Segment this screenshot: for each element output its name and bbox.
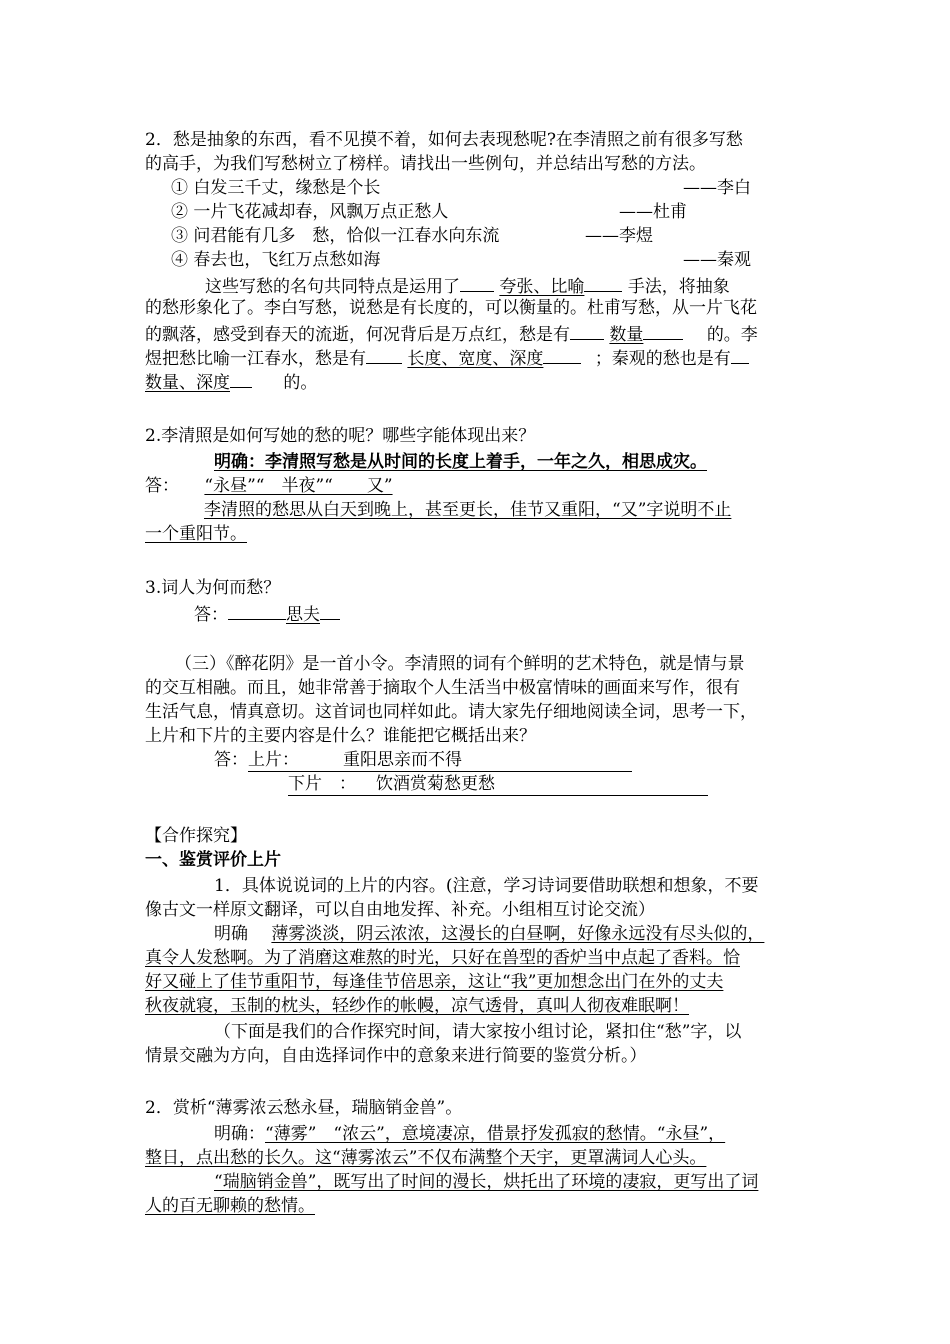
- coop-mq-line-4: 秋夜就寝，玉制的枕头，轻纱作的帐幔，凉气透骨，真叫人彻夜难眠啊！: [145, 996, 689, 1016]
- summary-line-5: [145, 369, 317, 394]
- part3-lower-line: [288, 773, 708, 796]
- q2c-text-1: “薄雾” “浓云”，意境凄凉，借景抒发孤寂的愁情。“永昼”，: [265, 1124, 726, 1144]
- blank: [228, 601, 286, 620]
- coop-mq-text-1: 薄雾淡淡，阴云浓浓，这漫长的白昼啊，好像永远没有尽头似的，: [271, 924, 765, 944]
- part3-upper-line: [214, 749, 632, 772]
- part3-line-3: 生活气息，情真意切。这首词也同样如此。请大家先仔细地阅读全词，思考一下，: [145, 702, 757, 722]
- blank: [460, 273, 494, 292]
- part3-line-4: 上片和下片的主要内容是什么？谁能把它概括出来？: [145, 726, 536, 746]
- part3-line-2: 的交互相融。而且，她非常善于摘取个人生活当中极富情味的画面来写作，很有: [145, 678, 740, 698]
- answer-technique: 夸张、比喻: [499, 277, 585, 297]
- example-1-author: ——李白: [683, 178, 751, 198]
- summary-line-2: 的愁形象化了。李白写愁，说愁是有长度的，可以衡量的。杜甫写愁，从一片飞花: [145, 298, 757, 318]
- summary-line-4-suffix: ；秦观的愁也是有: [594, 349, 731, 369]
- example-4-author: ——秦观: [683, 250, 751, 270]
- q2c-mq-label: 明确：: [214, 1124, 265, 1144]
- summary-line-1: [205, 273, 730, 298]
- q2b-explain-line-1: 李清照的愁思从白天到晚上，甚至更长，佳节又重阳，“又”字说明不止: [204, 500, 732, 520]
- q3-answer: 思夫: [286, 605, 320, 625]
- q2c-line-3: “瑞脑销金兽”，既写出了时间的漫长，烘托出了环境的凄寂，更写出了词: [214, 1172, 759, 1192]
- answer-qinguan: 数量、深度: [145, 373, 230, 393]
- summary-line-5-suffix: 的。: [283, 373, 318, 393]
- summary-line-4: [145, 345, 749, 370]
- blank: [366, 345, 402, 364]
- summary-line-3: [145, 321, 758, 346]
- example-1-text: ① 白发三千丈，缘愁是个长: [171, 178, 381, 198]
- q3-answer-line: [194, 601, 340, 626]
- lower-label: 下片 ：: [288, 774, 356, 794]
- example-4-text: ④ 春去也，飞红万点愁如海: [171, 250, 381, 270]
- q2c-line-2: 整日，点出愁的长久。这“薄雾浓云”不仅布满整个天宇，更罩满词人心头。: [145, 1148, 707, 1168]
- blank: [320, 601, 340, 620]
- q3-question: 3.词人为何而愁？: [145, 578, 281, 598]
- q2c-text-4: 人的百无聊赖的愁情。: [145, 1196, 315, 1216]
- example-2-author: ——杜甫: [619, 202, 687, 222]
- part3-line-1: （三）《醉花阴》是一首小令。李清照的词有个鲜明的艺术特色，就是情与景: [175, 654, 745, 674]
- blank: [570, 321, 604, 340]
- example-2-text: ② 一片飞花减却春，风飘万点正愁人: [171, 202, 449, 222]
- coop-mq-line-1: [214, 923, 764, 945]
- answer-dufu: 数量: [609, 325, 644, 345]
- coop-q1-line-1: 1．具体说说词的上片的内容。(注意，学习诗词要借助联想和想象，不要: [214, 876, 759, 896]
- coop-note-line-2: 情景交融为方向，自由选择词作中的意象来进行简要的鉴赏分析。）: [145, 1046, 647, 1066]
- coop-q1-line-2: 像古文一样原文翻译，可以自由地发挥、补充。小组相互讨论交流）: [145, 900, 655, 920]
- q2b-question: 2.李清照是如何写她的愁的呢？哪些字能体现出来？: [145, 426, 536, 446]
- upper-label: 上片：: [248, 750, 299, 770]
- blank: [643, 321, 683, 340]
- answer-liyu: 长度、宽度、深度: [407, 349, 544, 369]
- q2b-answer: “永昼”“ 半夜”“ 又”: [204, 476, 393, 496]
- blank: [230, 369, 252, 388]
- blank: [543, 345, 581, 364]
- q3-answer-label: 答：: [194, 605, 228, 625]
- section-1-heading: 一、鉴赏评价上片: [145, 850, 281, 870]
- coop-mq-line-2: 真令人发愁啊。为了消磨这难熬的时光，只好在兽型的香炉当中点起了香料。恰: [145, 948, 740, 968]
- q2b-answer-line: [145, 475, 393, 497]
- blank: [584, 273, 622, 292]
- lower-answer: 饮酒赏菊愁更愁: [376, 774, 495, 794]
- q2b-answer-label: 答：: [145, 476, 179, 496]
- part3-answer-label: 答：: [214, 750, 248, 770]
- example-3-author: ——李煜: [585, 226, 653, 246]
- q2c-line-4: [145, 1195, 335, 1217]
- summary-line-1-prefix: 这些写愁的名句共同特点是运用了: [205, 277, 460, 297]
- upper-answer-box: [248, 749, 632, 772]
- summary-line-1-suffix: 手法，将抽象: [627, 277, 730, 297]
- coop-mq-line-3: 好又碰上了佳节重阳节，每逢佳节倍思亲，这让“我”更加想念出门在外的丈夫: [145, 972, 724, 992]
- summary-line-3-prefix: 的飘落，感受到春天的流逝，何况背后是万点红，愁是有: [145, 325, 570, 345]
- coop-mq-label: 明确: [214, 924, 248, 944]
- q2c-question: 2．赏析“薄雾浓云愁永昼，瑞脑销金兽”。: [145, 1098, 463, 1118]
- q2-intro-line-2: 的高手，为我们写愁树立了榜样。请找出一些例句，并总结出写愁的方法。: [145, 154, 706, 174]
- q2-intro-line-1: 2．愁是抽象的东西，看不见摸不着，如何去表现愁呢?在李清照之前有很多写愁: [145, 130, 743, 150]
- blank: [731, 345, 749, 364]
- q2b-mingque: 明确：李清照写愁是从时间的长度上着手，一年之久，相思成灾。: [214, 452, 707, 472]
- example-3-text: ③ 问君能有几多 愁，恰似一江春水向东流: [171, 226, 500, 246]
- summary-line-3-suffix: 的。李: [706, 325, 758, 345]
- coop-note-line-1: （下面是我们的合作探究时间，请大家按小组讨论，紧扣住“愁”字，以: [214, 1022, 742, 1042]
- coop-heading: 【合作探究】: [145, 826, 247, 846]
- upper-answer: 重阳思亲而不得: [343, 750, 462, 770]
- lower-answer-box: [288, 773, 708, 796]
- q2c-line-1: [214, 1123, 725, 1145]
- summary-line-4-prefix: 煜把愁比喻一江春水，愁是有: [145, 349, 366, 369]
- q2b-explain-line-2: 一个重阳节。: [145, 524, 247, 544]
